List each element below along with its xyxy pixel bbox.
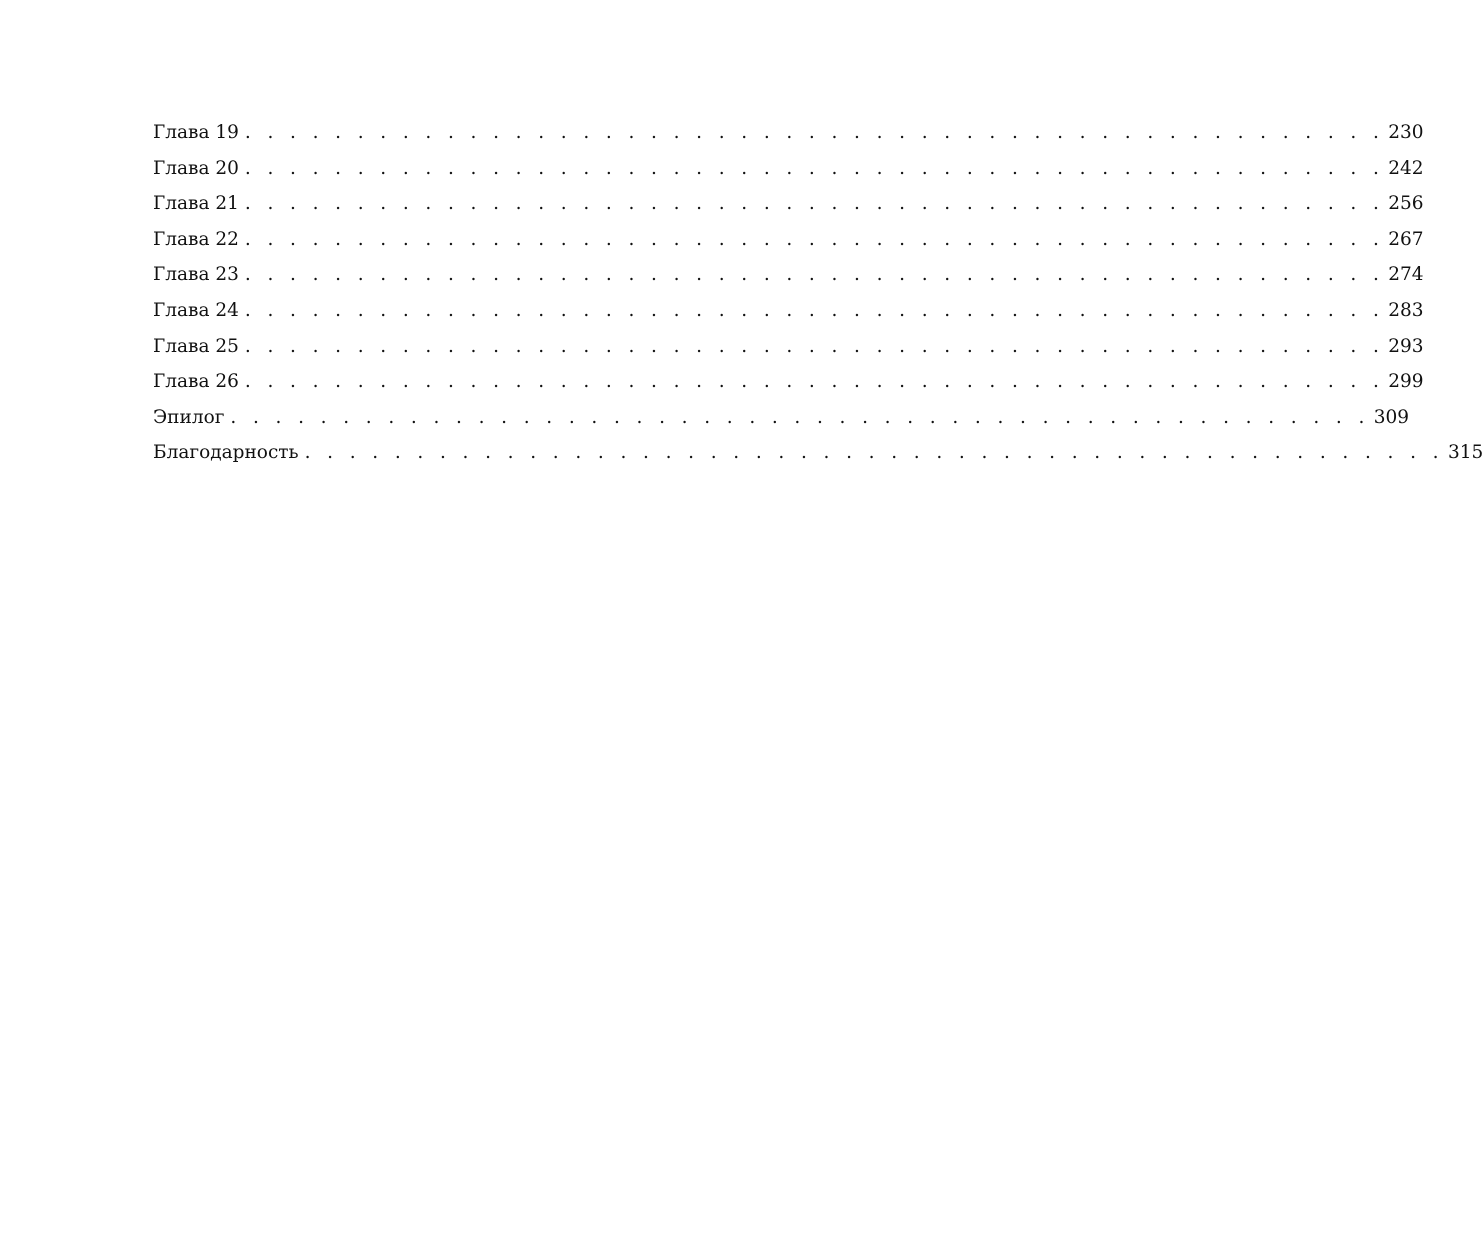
toc-entry-title: Глава 22 [153,228,239,250]
toc-entry-page: 242 [1388,157,1424,179]
toc-entry-title: Глава 25 [153,335,239,357]
toc-dot-leader: . . . . . . . . . . . . . . . . . . . . . . . . . . . . . . . . . . . . . . . . . . . . . . . . . . . [244,264,1385,286]
toc-entry [153,400,1410,436]
toc-entry [153,364,1424,400]
toc-entry-page: 315 [1447,442,1483,464]
toc-dot-leader: . . . . . . . . . . . . . . . . . . . . . . . . . . . . . . . . . . . . . . . . . . . . . . . . . . . [244,299,1385,321]
toc-entry [153,115,1424,151]
toc-entry [153,293,1424,329]
toc-entry-title: Эпилог [153,406,225,428]
toc-entry [153,151,1424,187]
toc-entry-page: 299 [1388,371,1424,393]
toc-dot-leader: . . . . . . . . . . . . . . . . . . . . . . . . . . . . . . . . . . . . . . . . . . . . . . . . . . . [244,335,1385,357]
toc-entry-page: 274 [1388,264,1424,286]
toc-entry-title: Глава 24 [153,299,239,321]
toc-entry-title: Глава 26 [153,371,239,393]
toc-entry [153,186,1424,222]
toc-entry-title: Глава 19 [153,122,239,143]
toc-dot-leader: . . . . . . . . . . . . . . . . . . . . . . . . . . . . . . . . . . . . . . . . . . . . . . . . . . . [304,442,1444,464]
toc-entry-page: 293 [1388,335,1424,357]
toc-entry-title: Глава 21 [153,193,239,215]
toc-entry [153,329,1424,365]
toc-entry [153,435,1483,471]
toc-dot-leader: . . . . . . . . . . . . . . . . . . . . . . . . . . . . . . . . . . . . . . . . . . . . . . . . . . . [230,406,1370,428]
toc-entry-page: 267 [1388,228,1424,250]
toc-entry [153,222,1424,258]
toc-entry-title: Благодарность [153,442,299,464]
toc-entry [153,257,1424,293]
toc-dot-leader: . . . . . . . . . . . . . . . . . . . . . . . . . . . . . . . . . . . . . . . . . . . . . . . . . . . [244,371,1385,393]
toc-dot-leader: . . . . . . . . . . . . . . . . . . . . . . . . . . . . . . . . . . . . . . . . . . . . . . . . . . . [244,193,1385,215]
toc-entry-page: 283 [1388,299,1424,321]
toc-entry-page: 230 [1388,122,1424,143]
toc-entry-title: Глава 20 [153,157,239,179]
toc-dot-leader: . . . . . . . . . . . . . . . . . . . . . . . . . . . . . . . . . . . . . . . . . . . . . . . . . . . [244,122,1385,143]
toc-entry-page: 256 [1388,193,1424,215]
table-of-contents [153,115,1483,471]
toc-dot-leader: . . . . . . . . . . . . . . . . . . . . . . . . . . . . . . . . . . . . . . . . . . . . . . . . . . . [244,228,1385,250]
toc-dot-leader: . . . . . . . . . . . . . . . . . . . . . . . . . . . . . . . . . . . . . . . . . . . . . . . . . . . [244,157,1385,179]
toc-entry-page: 309 [1373,406,1410,428]
toc-entry-title: Глава 23 [153,264,239,286]
